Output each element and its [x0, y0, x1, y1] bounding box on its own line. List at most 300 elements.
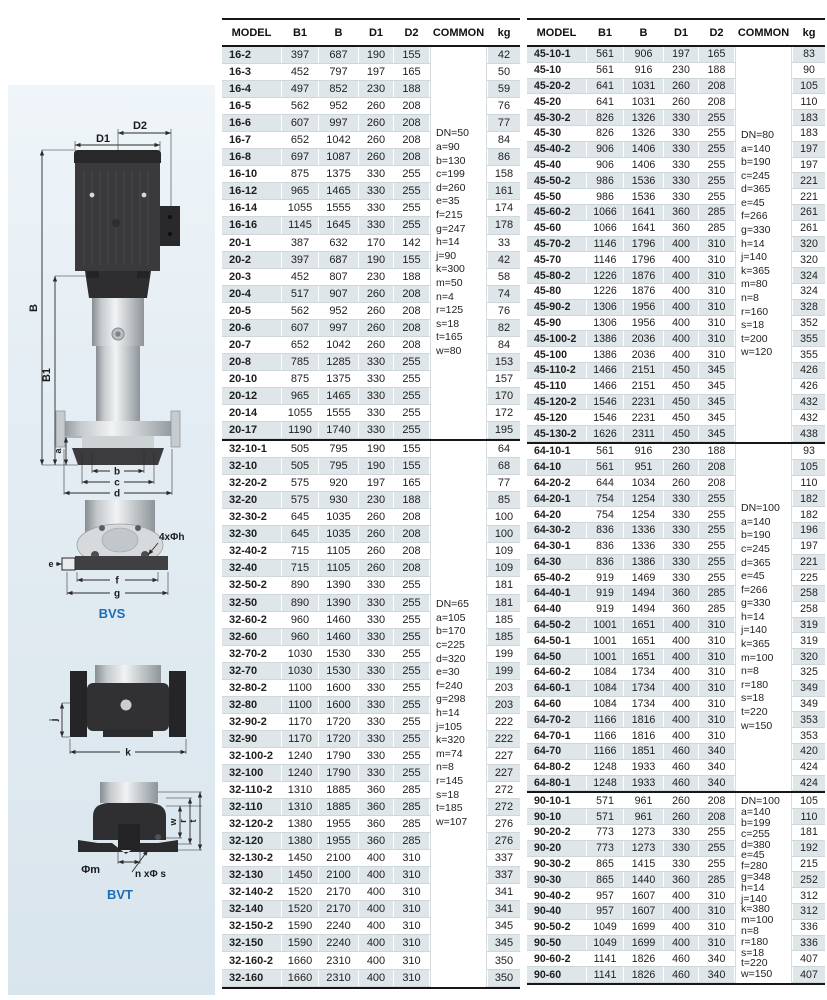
kg-cell: 181: [494, 579, 514, 592]
model-cell: 45-70-2: [527, 237, 586, 252]
discharge-flange: [169, 671, 186, 737]
dim-cell: 255: [707, 508, 726, 521]
bolt-count-label: 4xΦh: [159, 532, 185, 543]
dim-cell: 400: [664, 300, 698, 315]
dim-cell: 906: [587, 142, 623, 157]
dim-cell: 330: [359, 217, 393, 233]
dim-cell: 1306: [593, 316, 617, 329]
dim-cell: 260: [359, 526, 393, 542]
dim-label-g: g: [113, 588, 121, 600]
dim-cell: 561: [587, 460, 623, 475]
kg-cell: 345: [488, 935, 520, 951]
dim-cell: 360: [672, 222, 690, 235]
model-cell: 32-50: [222, 595, 281, 611]
dim-cell: 330: [359, 697, 393, 713]
dim-cell: 1146: [587, 237, 623, 252]
model-group-90: [527, 791, 825, 983]
model-cell: 32-110-2: [229, 784, 273, 797]
dim-cell: 260: [359, 115, 393, 131]
motor-fan-cover: [74, 150, 161, 163]
kg-cell: 174: [494, 202, 514, 215]
dim-cell: 208: [402, 545, 421, 558]
kg-cell: 261: [793, 205, 825, 220]
kg-cell: 199: [488, 663, 520, 679]
dim-cell: 1248: [587, 776, 623, 791]
dim-cell: 285: [699, 205, 734, 220]
kg-cell: 76: [497, 304, 511, 317]
dim-cell: 400: [672, 348, 690, 361]
dim-cell: 400: [359, 935, 393, 951]
dim-cell: 255: [402, 613, 421, 626]
dim-cell: 310: [402, 954, 421, 967]
model-cell: 64-40: [534, 603, 562, 616]
dim-cell: 1530: [319, 663, 358, 679]
dim-cell: 255: [394, 731, 429, 747]
dim-cell: 1660: [282, 970, 318, 986]
dim-cell: 330: [672, 508, 690, 521]
dim-cell: 1450: [282, 867, 318, 883]
model-cell: 32-90: [222, 731, 281, 747]
dim-cell: 330: [672, 858, 690, 871]
column-header-kg: kg: [497, 26, 511, 39]
dim-cell: 188: [394, 81, 429, 97]
model-cell: 64-80-2: [534, 761, 571, 774]
dim-cell: 1796: [631, 253, 656, 266]
dim-cell: 255: [402, 407, 421, 419]
dim-cell: 400: [672, 666, 690, 679]
dim-cell: 345: [707, 380, 726, 393]
model-cell: 64-30-1: [534, 540, 571, 553]
model-group-45: [527, 47, 825, 442]
dim-cell: 2036: [624, 331, 663, 346]
dim-cell: 505: [290, 443, 310, 456]
dim-cell: 255: [707, 158, 726, 171]
column-header-model: MODEL: [536, 26, 577, 39]
dim-cell: 1460: [326, 613, 351, 626]
dim-cell: 460: [664, 776, 698, 791]
dim-cell: 310: [699, 904, 734, 919]
dim-cell: 1326: [624, 110, 663, 125]
dim-cell: 1066: [587, 205, 623, 220]
dim-cell: 1105: [326, 545, 351, 558]
dim-cell: 1607: [631, 889, 656, 902]
kg-cell: 77: [488, 115, 520, 131]
dim-cell: 826: [596, 127, 614, 140]
dim-cell: 165: [699, 47, 734, 62]
model-cell: 64-30-2: [527, 523, 586, 538]
dim-cell: 188: [402, 270, 421, 283]
dim-cell: 330: [672, 540, 690, 553]
kg-cell: 181: [800, 826, 818, 839]
dim-cell: 505: [282, 458, 318, 474]
dim-cell: 400: [366, 954, 386, 967]
kg-cell: 336: [793, 936, 825, 951]
model-cell: 45-60-2: [527, 205, 586, 220]
model-cell: 16-5: [229, 100, 252, 113]
kg-cell: 258: [793, 586, 825, 601]
dim-cell: 460: [672, 761, 690, 774]
column-header-d2: D2: [404, 26, 419, 39]
dim-cell: 397: [282, 47, 318, 63]
model-cell: 45-40-2: [527, 142, 586, 157]
suction-flange: [70, 671, 87, 737]
dim-cell: 1326: [631, 127, 656, 140]
model-cell: 90-20-2: [534, 826, 571, 839]
kg-cell: 426: [793, 363, 825, 378]
dim-cell: 1465: [319, 388, 358, 404]
dim-cell: 1826: [631, 952, 656, 965]
table-header: [222, 20, 520, 47]
kg-cell: 203: [488, 697, 520, 713]
dim-cell: 188: [707, 64, 726, 77]
dim-cell: 452: [290, 270, 310, 283]
terminal-box: [160, 206, 180, 246]
dim-cell: 360: [366, 784, 386, 797]
dim-cell: 1380: [282, 833, 318, 849]
dim-cell: 255: [699, 555, 734, 570]
kg-cell: 320: [793, 649, 825, 664]
dim-cell: 330: [366, 749, 386, 762]
dim-label-j: j: [49, 718, 60, 722]
kg-cell: 183: [800, 127, 818, 140]
model-cell: 64-10-1: [534, 445, 571, 458]
dim-cell: 562: [290, 304, 310, 317]
kg-cell: 355: [800, 348, 818, 361]
dim-cell: 340: [699, 776, 734, 791]
dim-cell: 285: [394, 833, 429, 849]
dim-cell: 687: [319, 252, 358, 268]
dim-cell: 961: [634, 794, 653, 807]
model-cell: 16-7: [229, 134, 252, 147]
dim-cell: 330: [366, 715, 386, 728]
dim-cell: 2036: [631, 348, 656, 361]
dim-cell: 1226: [593, 285, 617, 298]
dim-cell: 400: [672, 729, 690, 742]
dim-cell: 142: [402, 236, 421, 249]
dim-cell: 330: [664, 110, 698, 125]
kg-cell: 272: [488, 799, 520, 815]
model-cell: 20-1: [229, 236, 252, 249]
model-cell: 45-130-2: [527, 426, 586, 441]
dim-cell: 197: [664, 47, 698, 62]
kg-cell: 42: [488, 252, 520, 268]
dim-cell: 1084: [587, 681, 623, 696]
dim-cell: 255: [394, 183, 429, 199]
kg-cell: 341: [494, 886, 514, 899]
dim-cell: 1087: [319, 149, 358, 165]
dim-cell: 285: [699, 872, 734, 887]
dim-cell: 360: [359, 799, 393, 815]
model-cell: 45-110: [534, 380, 567, 393]
dim-cell: 645: [290, 511, 310, 524]
model-cell: 32-40-2: [229, 545, 267, 558]
column-header-model: MODEL: [231, 26, 272, 39]
dim-cell: 951: [624, 460, 663, 475]
model-cell: 45-60: [534, 222, 562, 235]
dim-cell: 2170: [319, 901, 358, 917]
dim-cell: 1248: [593, 761, 617, 774]
dim-cell: 310: [699, 649, 734, 664]
dim-cell: 330: [359, 388, 393, 404]
model-cell: 32-20-2: [229, 477, 267, 490]
dim-cell: 1273: [631, 826, 656, 839]
dim-cell: 208: [402, 304, 421, 317]
kg-cell: 195: [488, 422, 520, 438]
dim-label-f: f: [115, 575, 119, 587]
dim-cell: 197: [366, 477, 386, 490]
dim-cell: 1734: [631, 666, 656, 679]
model-cell: 20-12: [222, 388, 281, 404]
model-cell: 64-10: [527, 460, 586, 475]
dim-cell: 1146: [593, 253, 617, 266]
kg-cell: 181: [488, 595, 520, 611]
port-view-drawing: [8, 655, 215, 775]
dim-cell: 340: [699, 744, 734, 759]
dim-cell: 1390: [319, 595, 358, 611]
dim-label-bottom-b: b: [113, 466, 121, 478]
kg-cell: 110: [800, 95, 818, 108]
model-cell: 32-70: [222, 663, 281, 679]
dim-cell: 330: [359, 663, 393, 679]
kg-cell: 420: [793, 744, 825, 759]
dim-cell: 561: [587, 47, 623, 62]
dim-cell: 1699: [624, 936, 663, 951]
dim-cell: 754: [596, 508, 614, 521]
kg-cell: 258: [800, 603, 818, 616]
dim-cell: 1933: [624, 776, 663, 791]
kg-cell: 185: [488, 629, 520, 645]
model-cell: 32-130: [222, 867, 281, 883]
kg-cell: 222: [494, 715, 514, 728]
dim-cell: 400: [359, 901, 393, 917]
model-cell: 32-20: [222, 492, 281, 508]
dim-label-b1: B1: [41, 367, 53, 383]
dim-cell: 1310: [282, 799, 318, 815]
dim-cell: 310: [394, 935, 429, 951]
model-cell: 90-50-2: [534, 921, 571, 934]
dim-cell: 260: [366, 304, 386, 317]
model-cell: 65-40-2: [534, 571, 571, 584]
dim-cell: 1105: [319, 560, 358, 576]
dim-cell: 919: [596, 571, 614, 584]
dim-cell: 1375: [326, 168, 351, 181]
dim-cell: 916: [634, 445, 653, 458]
dim-cell: 330: [359, 731, 393, 747]
column-stub: [95, 665, 161, 683]
model-cell: 16-14: [229, 202, 258, 215]
dim-cell: 1933: [631, 761, 656, 774]
dim-cell: 1466: [587, 363, 623, 378]
model-cell: 32-140: [222, 901, 281, 917]
kg-cell: 153: [488, 354, 520, 370]
kg-cell: 157: [494, 372, 514, 385]
dim-cell: 986: [596, 190, 614, 203]
dim-cell: 310: [707, 666, 726, 679]
dim-cell: 1030: [282, 663, 318, 679]
model-cell: 90-10: [527, 809, 586, 824]
dim-cell: 188: [394, 492, 429, 508]
dim-cell: 1386: [587, 331, 623, 346]
dim-cell: 1001: [593, 634, 617, 647]
model-cell: 32-10: [222, 458, 281, 474]
dim-cell: 1406: [631, 158, 656, 171]
dim-cell: 1885: [319, 799, 358, 815]
dim-cell: 330: [664, 142, 698, 157]
dim-cell: 2151: [624, 363, 663, 378]
dim-cell: 255: [402, 372, 421, 385]
dim-cell: 1816: [631, 729, 656, 742]
model-cell: 90-30: [527, 872, 586, 887]
dim-cell: 400: [672, 253, 690, 266]
dim-cell: 919: [596, 603, 614, 616]
kg-cell: 432: [793, 395, 825, 410]
dim-cell: 360: [664, 872, 698, 887]
kg-cell: 197: [800, 158, 818, 171]
dim-cell: 450: [664, 363, 698, 378]
dim-cell: 865: [587, 872, 623, 887]
kg-cell: 345: [494, 920, 514, 933]
dim-cell: 517: [282, 286, 318, 302]
dim-cell: 1226: [587, 268, 623, 283]
dim-cell: 310: [699, 331, 734, 346]
foot-pad: [62, 558, 75, 570]
dim-cell: 190: [359, 47, 393, 63]
kg-cell: 324: [800, 285, 818, 298]
dim-cell: 310: [699, 936, 734, 951]
model-cell: 32-100-2: [229, 749, 274, 762]
dim-cell: 310: [707, 729, 726, 742]
dim-cell: 1956: [631, 316, 656, 329]
dim-cell: 795: [319, 458, 358, 474]
dim-cell: 1406: [624, 142, 663, 157]
kg-cell: 221: [800, 190, 818, 203]
dim-cell: 255: [707, 540, 726, 553]
kg-cell: 105: [800, 794, 818, 807]
dim-cell: 826: [587, 110, 623, 125]
dim-cell: 1536: [631, 190, 656, 203]
kg-cell: 197: [800, 540, 818, 553]
dim-cell: 652: [290, 338, 310, 351]
dim-cell: 1600: [319, 697, 358, 713]
dim-cell: 754: [587, 491, 623, 506]
dim-cell: 997: [319, 320, 358, 336]
kg-cell: 424: [793, 776, 825, 791]
kg-cell: 93: [803, 445, 815, 458]
dim-cell: 400: [672, 316, 690, 329]
dim-cell: 2240: [319, 935, 358, 951]
model-cell: 45-40: [534, 158, 562, 171]
dim-cell: 1645: [319, 217, 358, 233]
model-cell: 90-40: [527, 904, 586, 919]
dim-cell: 285: [699, 586, 734, 601]
kg-cell: 221: [793, 173, 825, 188]
dim-cell: 208: [707, 476, 726, 489]
dim-cell: 1240: [282, 765, 318, 781]
dim-cell: 155: [394, 458, 429, 474]
kg-cell: 161: [488, 183, 520, 199]
model-cell: 45-30: [534, 127, 562, 140]
dim-label-bottom-c: c: [114, 477, 120, 489]
dim-cell: 2231: [624, 395, 663, 410]
dim-cell: 1651: [624, 649, 663, 664]
kg-cell: 109: [488, 560, 520, 576]
dim-cell: 285: [707, 222, 726, 235]
dim-cell: 400: [359, 970, 393, 986]
kg-cell: 337: [494, 852, 514, 865]
dim-cell: 360: [359, 833, 393, 849]
dim-cell: 255: [394, 697, 429, 713]
dim-cell: 208: [394, 526, 429, 542]
dim-cell: 1141: [593, 952, 617, 965]
dim-cell: 330: [664, 523, 698, 538]
dim-cell: 208: [394, 286, 429, 302]
dim-cell: 1720: [319, 731, 358, 747]
dim-cell: 360: [672, 603, 690, 616]
dim-cell: 310: [707, 253, 726, 266]
dim-cell: 1816: [624, 712, 663, 727]
dim-cell: 1494: [624, 586, 663, 601]
dim-cell: 255: [699, 491, 734, 506]
dim-cell: 1600: [326, 681, 351, 694]
dim-cell: 260: [359, 320, 393, 336]
model-cell: 20-10: [229, 372, 258, 385]
model-cell: 45-90: [534, 316, 562, 329]
dim-cell: 260: [359, 560, 393, 576]
dim-cell: 345: [707, 411, 726, 424]
kg-cell: 74: [488, 286, 520, 302]
kg-cell: 320: [793, 237, 825, 252]
dim-cell: 208: [402, 100, 421, 113]
kg-cell: 352: [800, 316, 818, 329]
kg-cell: 77: [497, 477, 511, 490]
dim-cell: 1956: [624, 300, 663, 315]
kg-cell: 109: [494, 545, 514, 558]
model-cell: 64-20-1: [527, 491, 586, 506]
dim-cell: 255: [707, 826, 726, 839]
dim-cell: 255: [402, 647, 421, 660]
dim-cell: 930: [319, 492, 358, 508]
dim-cell: 641: [596, 95, 614, 108]
column-header-common: COMMON: [737, 26, 790, 39]
dim-cell: 1660: [287, 954, 313, 967]
dim-cell: 255: [402, 579, 421, 592]
model-cell: 16-4: [222, 81, 281, 97]
dim-cell: 607: [282, 115, 318, 131]
dim-cell: 641: [587, 79, 623, 94]
dim-cell: 1042: [326, 134, 351, 147]
dim-cell: 208: [394, 149, 429, 165]
kg-cell: 110: [800, 476, 818, 489]
dim-cell: 400: [366, 886, 386, 899]
dim-cell: 1555: [326, 202, 351, 215]
dim-cell: 1285: [319, 354, 358, 370]
dim-cell: 255: [707, 190, 726, 203]
dim-cell: 310: [699, 618, 734, 633]
model-group-64: [527, 442, 825, 792]
kg-cell: 215: [800, 858, 818, 871]
dim-cell: 330: [366, 647, 386, 660]
dim-cell: 400: [664, 712, 698, 727]
pump-base: [72, 448, 164, 465]
bvs-base-drawing: [8, 498, 215, 643]
dim-cell: 255: [699, 841, 734, 856]
pump-side-view-drawing: [8, 93, 215, 498]
dim-cell: 957: [587, 904, 623, 919]
model-cell: 16-8: [222, 149, 281, 165]
kg-cell: 100: [494, 511, 514, 524]
dim-cell: 1450: [287, 852, 313, 865]
dim-cell: 400: [664, 331, 698, 346]
